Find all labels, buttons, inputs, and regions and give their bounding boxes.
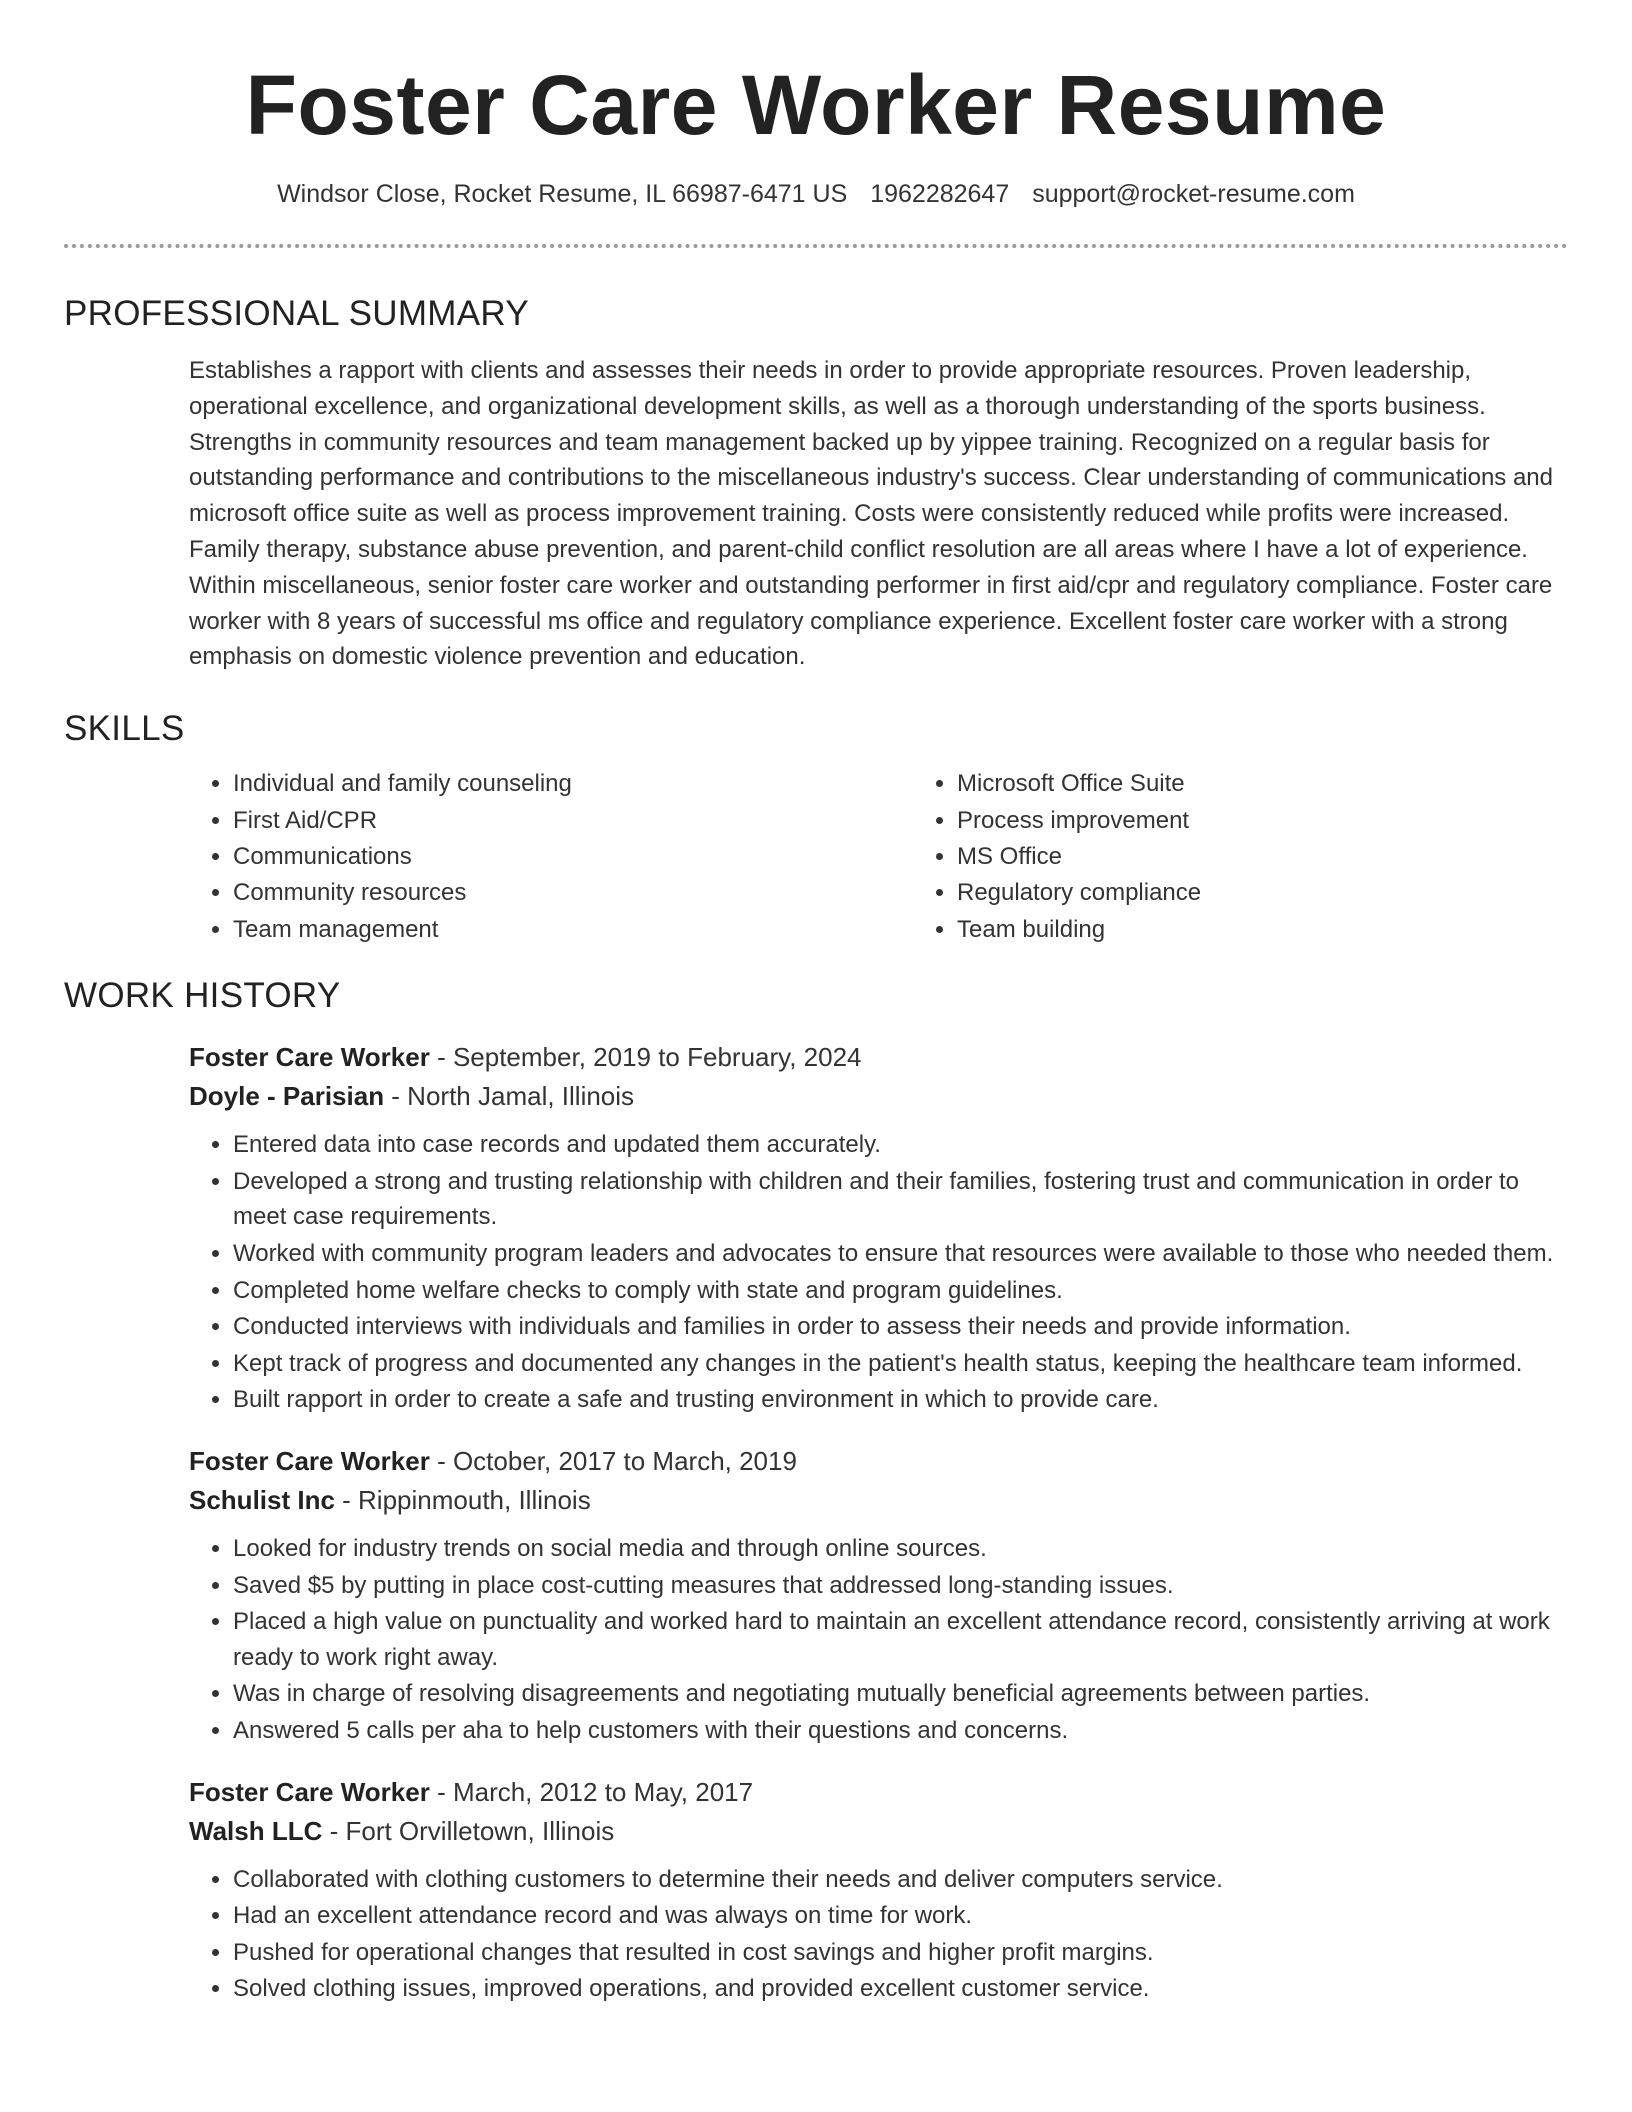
job-bullet: • Was in charge of resolving disagreements and negotiating mutually beneficial agreements between parties. (233, 1676, 1568, 1712)
job-bullet: • Developed a strong and trusting relationship with children and their families, fostering trust and communication in order to meet case requirements. (233, 1164, 1568, 1235)
job-entry (189, 1773, 1568, 2007)
contact-line (64, 178, 1568, 210)
job-title-line (189, 1773, 1568, 1812)
job-bullet: • Had an excellent attendance record and was always on time for work. (233, 1898, 1568, 1934)
job-company-line (189, 1812, 1568, 1851)
work-history-list (189, 1038, 1568, 2007)
contact-email: support@rocket-resume.com (1032, 180, 1355, 208)
skill-item: • Process improvement (957, 803, 1201, 839)
job-bullet: • Worked with community program leaders and advocates to ensure that resources were available to those who needed them. (233, 1236, 1568, 1272)
job-bullet: • Built rapport in order to create a safe and trusting environment in which to provide care. (233, 1382, 1568, 1418)
job-bullet: • Entered data into case records and updated them accurately. (233, 1127, 1568, 1163)
job-bullets (189, 1862, 1568, 2007)
job-company: Walsh LLC (189, 1815, 323, 1846)
summary-text: Establishes a rapport with clients and assesses their needs in order to provide appropriate resources. Proven leadership, operational excellence, and organizational development skills, as well as a thorough understanding of the sports business. Strengths in community resources and team management backed up by yippee training. Recognized on a regular basis for outstanding performance and contributions to the miscellaneous industry's success. Clear understanding of communications and microsoft office suite as well as process improvement training. Costs were consistently reduced while profits were increased. Family therapy, substance abuse prevention, and parent-child conflict resolution are all areas where I have a lot of experience. Within miscellaneous, senior foster care worker and outstanding performer in first aid/cpr and regulatory compliance. Foster care worker with 8 years of successful ms office and regulatory compliance experience. Excellent foster care worker with a strong emphasis on domestic violence prevention and education. (189, 357, 1554, 671)
work-history-heading: WORK HISTORY (64, 976, 341, 1016)
contact-phone: 1962282647 (870, 180, 1010, 208)
job-bullet: • Collaborated with clothing customers to determine their needs and deliver computers service. (233, 1862, 1568, 1898)
skills-heading: SKILLS (64, 709, 185, 749)
job-role: Foster Care Worker (189, 1042, 430, 1073)
skills-column-left (189, 766, 913, 948)
job-entry (189, 1442, 1568, 1749)
skill-item: • Communications (233, 839, 913, 875)
skill-item: • Regulatory compliance (957, 875, 1201, 911)
skill-item: • Individual and family counseling (233, 766, 913, 802)
skill-item: • MS Office (957, 839, 1201, 875)
skill-item: • Team management (233, 912, 913, 948)
skills-column-right (913, 766, 1201, 948)
job-location: - Rippinmouth, Illinois (334, 1484, 591, 1515)
job-bullet: • Completed home welfare checks to comply with state and program guidelines. (233, 1273, 1568, 1309)
summary-heading: PROFESSIONAL SUMMARY (64, 294, 529, 333)
job-dates: - September, 2019 to February, 2024 (429, 1042, 862, 1073)
job-company-line (189, 1481, 1568, 1520)
job-bullet: • Pushed for operational changes that resulted in cost savings and higher profit margins. (233, 1935, 1568, 1971)
job-company: Schulist Inc (189, 1484, 335, 1515)
job-role: Foster Care Worker (189, 1445, 430, 1476)
skills-list (189, 766, 1568, 948)
job-bullets (189, 1531, 1568, 1749)
job-bullets (189, 1127, 1568, 1418)
job-bullet: • Saved $5 by putting in place cost-cutting measures that addressed long-standing issues. (233, 1568, 1568, 1604)
job-bullet: • Solved clothing issues, improved operations, and provided excellent customer service. (233, 1971, 1568, 2007)
job-bullet: • Answered 5 calls per aha to help customers with their questions and concerns. (233, 1713, 1568, 1749)
skill-item: • First Aid/CPR (233, 803, 913, 839)
skill-item: • Team building (957, 912, 1201, 948)
job-location: - Fort Orvilletown, Illinois (322, 1815, 615, 1846)
skill-item: • Community resources (233, 875, 913, 911)
job-bullet: • Looked for industry trends on social media and through online sources. (233, 1531, 1568, 1567)
skill-item: • Microsoft Office Suite (957, 766, 1201, 802)
job-dates: - October, 2017 to March, 2019 (429, 1445, 797, 1476)
header-divider (64, 244, 1568, 248)
job-bullet: • Placed a high value on punctuality and worked hard to maintain an excellent attendance record, consistently arriving at work ready to work right away. (233, 1604, 1568, 1675)
job-bullet: • Kept track of progress and documented any changes in the patient's health status, keeping the healthcare team informed. (233, 1346, 1568, 1382)
resume-title: Foster Care Worker Resume (245, 58, 1387, 152)
job-location: - North Jamal, Illinois (384, 1081, 635, 1112)
job-title-line (189, 1038, 1568, 1077)
job-company-line (189, 1077, 1568, 1116)
job-bullet: • Conducted interviews with individuals and families in order to assess their needs and provide information. (233, 1309, 1568, 1345)
job-company: Doyle - Parisian (189, 1081, 385, 1112)
contact-address: Windsor Close, Rocket Resume, IL 66987-6471 US (277, 180, 848, 208)
job-entry (189, 1038, 1568, 1418)
job-role: Foster Care Worker (189, 1776, 430, 1807)
job-dates: - March, 2012 to May, 2017 (429, 1776, 754, 1807)
job-title-line (189, 1442, 1568, 1481)
